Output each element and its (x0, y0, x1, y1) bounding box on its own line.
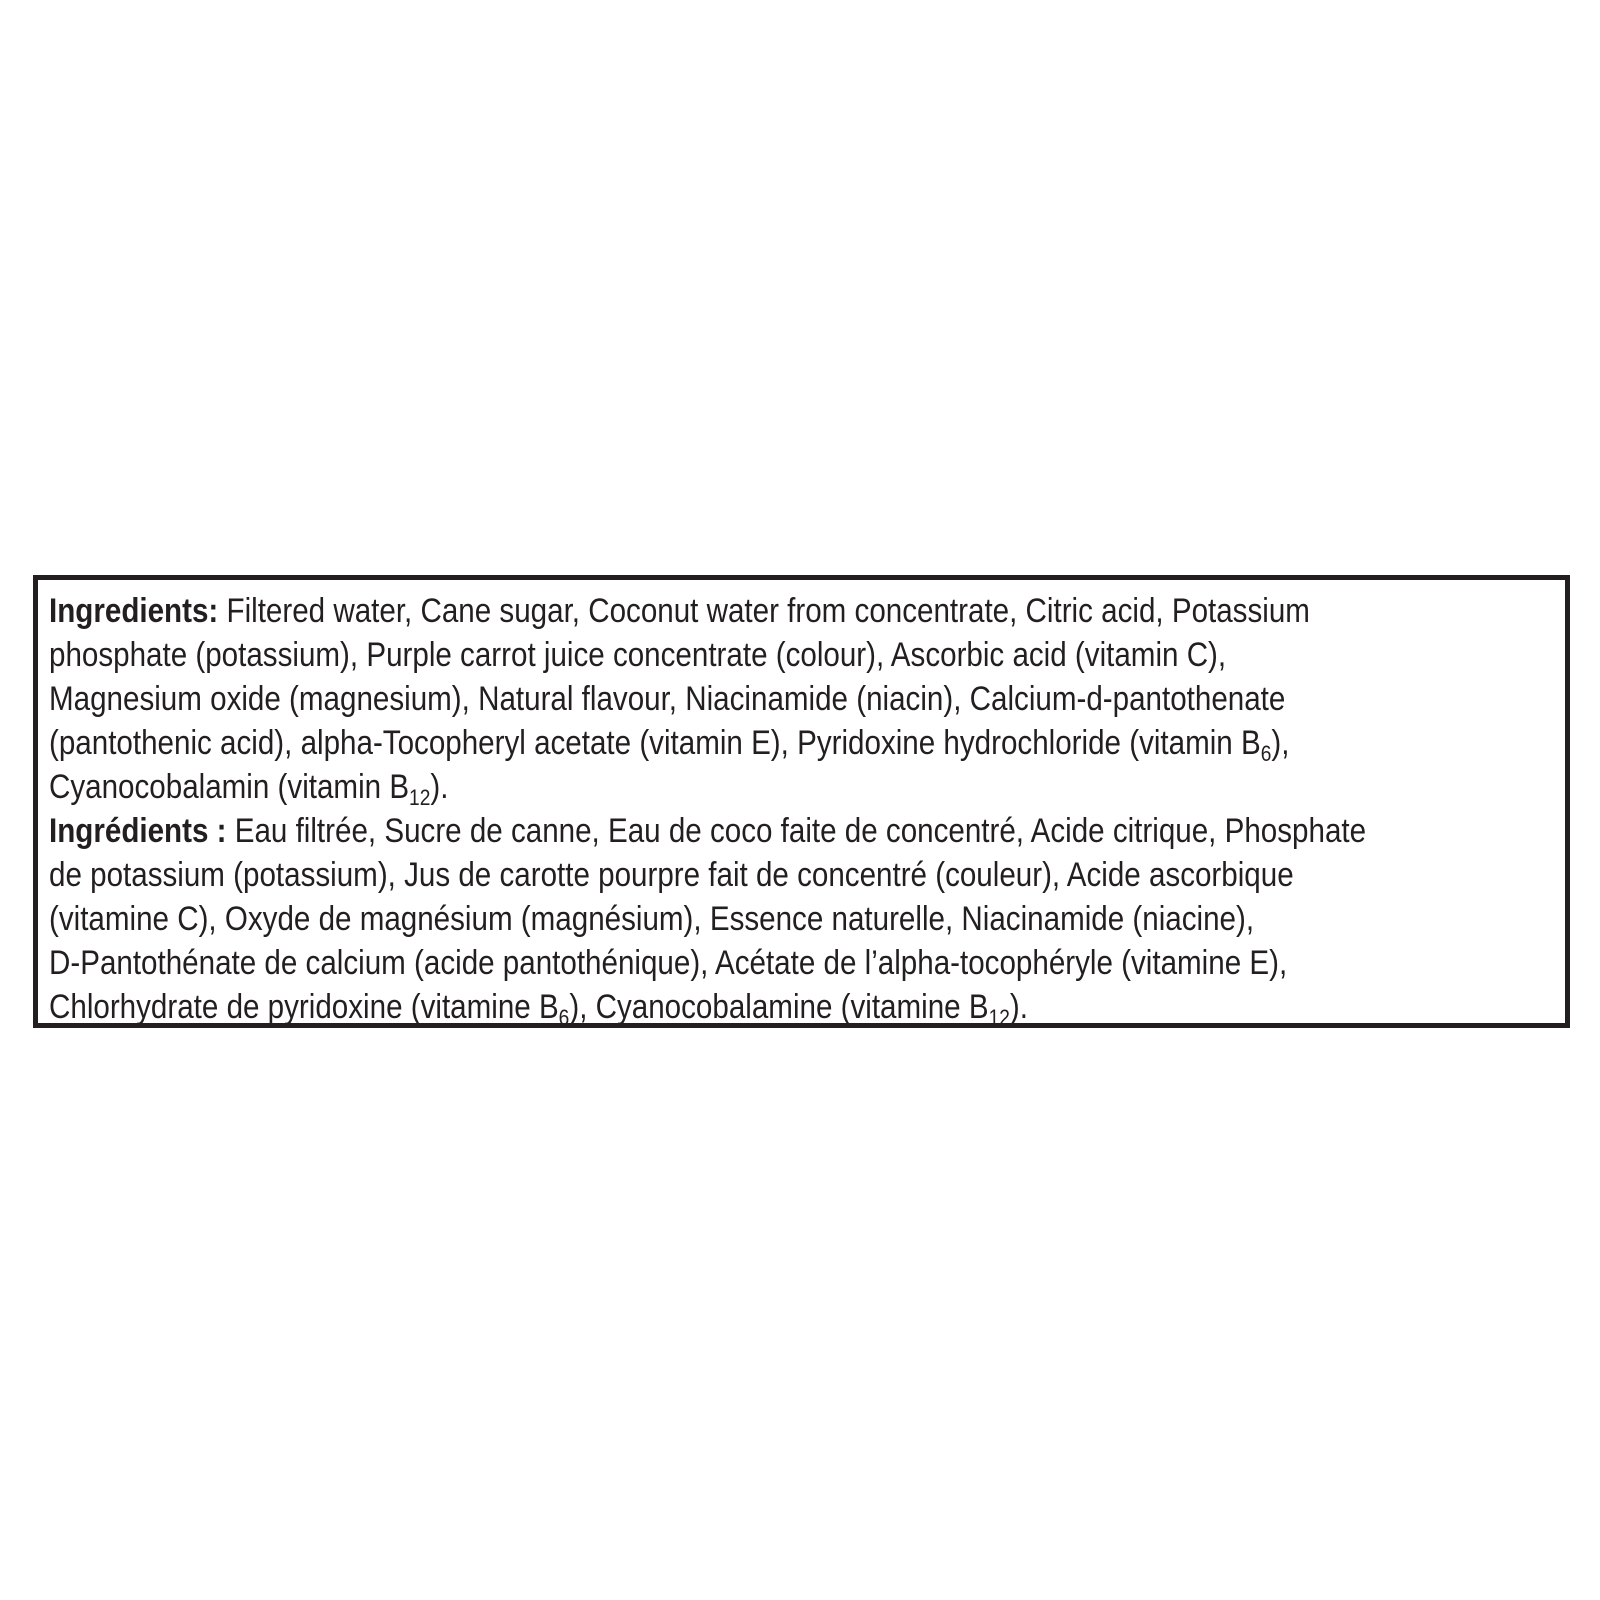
english-line-5-text: Cyanocobalamin (vitamin B (49, 768, 410, 806)
english-line-1 (49, 589, 1550, 633)
english-line-5 (49, 765, 1550, 809)
vitamine-b12-subscript: 12 (988, 1005, 1010, 1030)
french-line-5-end: ). (1009, 988, 1028, 1026)
english-line-5-end: ). (430, 768, 449, 806)
french-line-4: D-Pantothénate de calcium (acide pantothénique), Acétate de l’alpha-tocophéryle (vitamine E), (49, 944, 1288, 982)
english-line-4-text: (pantothenic acid), alpha-Tocopheryl acetate (vitamin E), Pyridoxine hydrochloride (vitamin B (49, 724, 1261, 762)
french-line-2: de potassium (potassium), Jus de carotte pourpre fait de concentré (couleur), Acide ascorbique (49, 856, 1294, 894)
french-heading: Ingrédients : (49, 812, 227, 850)
ingredients-text (49, 589, 1550, 1029)
french-line-5 (49, 985, 1550, 1029)
english-line-1-text: Filtered water, Cane sugar, Coconut water from concentrate, Citric acid, Potassium (218, 592, 1310, 630)
vitamin-b6-subscript: 6 (1260, 741, 1272, 766)
english-line-3: Magnesium oxide (magnesium), Natural flavour, Niacinamide (niacin), Calcium-d-pantothenate (49, 680, 1286, 718)
french-line-3: (vitamine C), Oxyde de magnésium (magnésium), Essence naturelle, Niacinamide (niacine), (49, 900, 1255, 938)
french-line-5-mid: ), Cyanocobalamine (vitamine B (569, 988, 989, 1026)
french-line-1-text: Eau filtrée, Sucre de canne, Eau de coco faite de concentré, Acide citrique, Phosphate (226, 812, 1367, 850)
english-heading: Ingredients: (49, 592, 219, 630)
french-line-5-text: Chlorhydrate de pyridoxine (vitamine B (49, 988, 559, 1026)
ingredients-panel (33, 575, 1570, 1028)
french-line-1 (49, 809, 1550, 853)
vitamin-b12-subscript: 12 (409, 785, 431, 810)
english-line-4 (49, 721, 1550, 765)
vitamine-b6-subscript: 6 (558, 1005, 570, 1030)
english-line-2: phosphate (potassium), Purple carrot juice concentrate (colour), Ascorbic acid (vitamin C), (49, 636, 1227, 674)
english-line-4-end: ), (1271, 724, 1290, 762)
